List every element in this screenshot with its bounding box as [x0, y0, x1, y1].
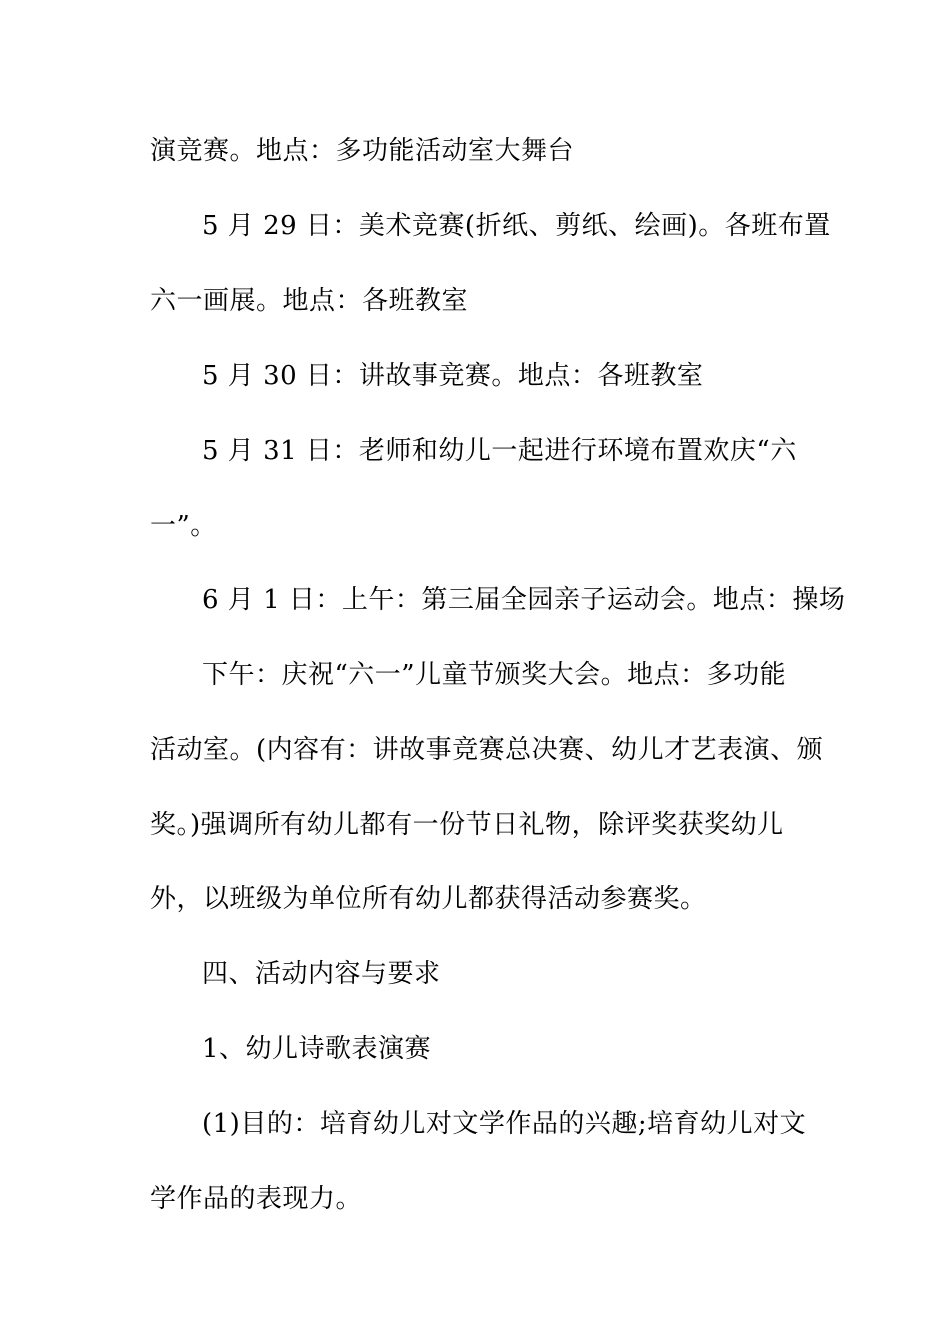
text-line: (1)目的：培育幼儿对文学作品的兴趣;培育幼儿对文: [202, 1109, 807, 1139]
text-line: 六一画展。地点：各班教室: [150, 286, 469, 316]
text-line: 一”。: [150, 511, 217, 541]
section-heading: 四、活动内容与要求: [202, 959, 441, 989]
text-line: 5 月 29 日：美术竞赛(折纸、剪纸、绘画)。各班布置: [202, 211, 831, 241]
text-line: 5 月 31 日：老师和幼儿一起进行环境布置欢庆“六: [202, 436, 797, 466]
text-line: 5 月 30 日：讲故事竞赛。地点：各班教室: [202, 361, 704, 391]
text-line: 外，以班级为单位所有幼儿都获得活动参赛奖。: [150, 884, 707, 914]
text-line: 演竞赛。地点：多功能活动室大舞台: [150, 136, 575, 166]
text-line: 下午：庆祝“六一”儿童节颁奖大会。地点：多功能: [202, 660, 787, 690]
text-line: 奖。)强调所有幼儿都有一份节日礼物，除评奖获奖幼儿: [150, 810, 784, 840]
text-line: 活动室。(内容有：讲故事竞赛总决赛、幼儿才艺表演、颁: [150, 735, 824, 765]
text-line: 6 月 1 日：上午：第三届全园亲子运动会。地点：操场: [202, 585, 846, 615]
text-line: 学作品的表现力。: [150, 1184, 363, 1214]
subsection-heading: 1、幼儿诗歌表演赛: [202, 1034, 432, 1064]
